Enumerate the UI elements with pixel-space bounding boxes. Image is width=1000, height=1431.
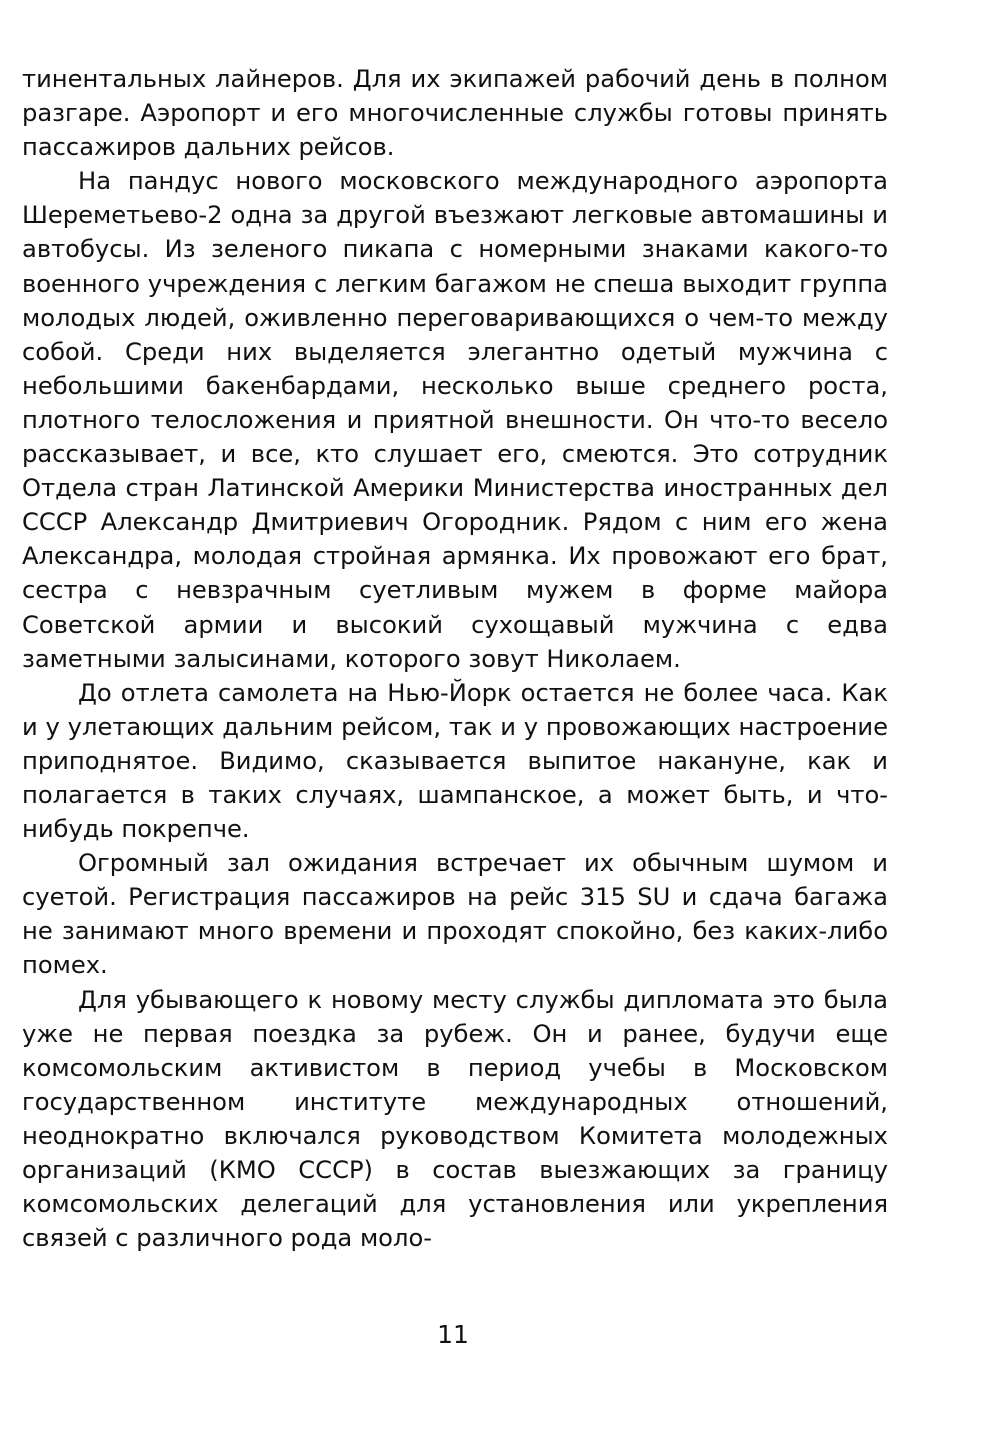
- paragraph-2: На пандус нового московского международного аэропорта Шереметьево-2 одна за другой въезжают легковые автомашины и автобусы. Из зеленого пикапа с номерными знаками какого-то военного учреждения с легким багажом не спеша выходит группа молодых людей, оживленно переговаривающихся о чем-то между собой. Среди них выделяется элегантно одетый мужчина с небольшими бакенбардами, несколько выше среднего роста, плотного телосложения и приятной внешности. Он что-то весело рассказывает, и все, кто слушает его, смеются. Это сотрудник Отдела стран Латинской Америки Министерства иностранных дел СССР Александр Дмитриевич Огородник. Рядом с ним его жена Александра, молодая стройная армянка. Их провожают его брат, сестра с невзрачным суетливым мужем в форме майора Советской армии и высокий сухощавый мужчина с едва заметными залысинами, которого зовут Николаем.: [22, 167, 888, 673]
- page-number: 11: [437, 1320, 469, 1349]
- paragraph-3: До отлета самолета на Нью-Йорк остается не более часа. Как и у улетающих дальним рейсом, так и у провожающих настроение приподнятое. Видимо, сказывается выпитое накануне, как и полагается в таких случаях, шампанское, а может быть, и что-нибудь покрепче.: [22, 678, 888, 844]
- document-page: [22, 62, 888, 1255]
- paragraph-4: Огромный зал ожидания встречает их обычным шумом и суетой. Регистрация пассажиров на рейс 315 SU и сдача багажа не занимают много времени и проходят спокойно, без каких-либо помех.: [22, 849, 888, 980]
- paragraph-5: Для убывающего к новому месту службы дипломата это была уже не первая поездка за рубеж. Он и ранее, будучи еще комсомольским активистом в период учебы в Московском государственном институте международных отношений, неоднократно включался руководством Комитета молодежных организаций (КМО СССР) в состав выезжающих за границу комсомольских делегаций для установления или укрепления связей с различного рода моло-: [22, 985, 888, 1253]
- paragraph-1: тинентальных лайнеров. Для их экипажей рабочий день в полном разгаре. Аэропорт и его многочисленные службы готовы принять пассажиров дальних рейсов.: [22, 65, 888, 162]
